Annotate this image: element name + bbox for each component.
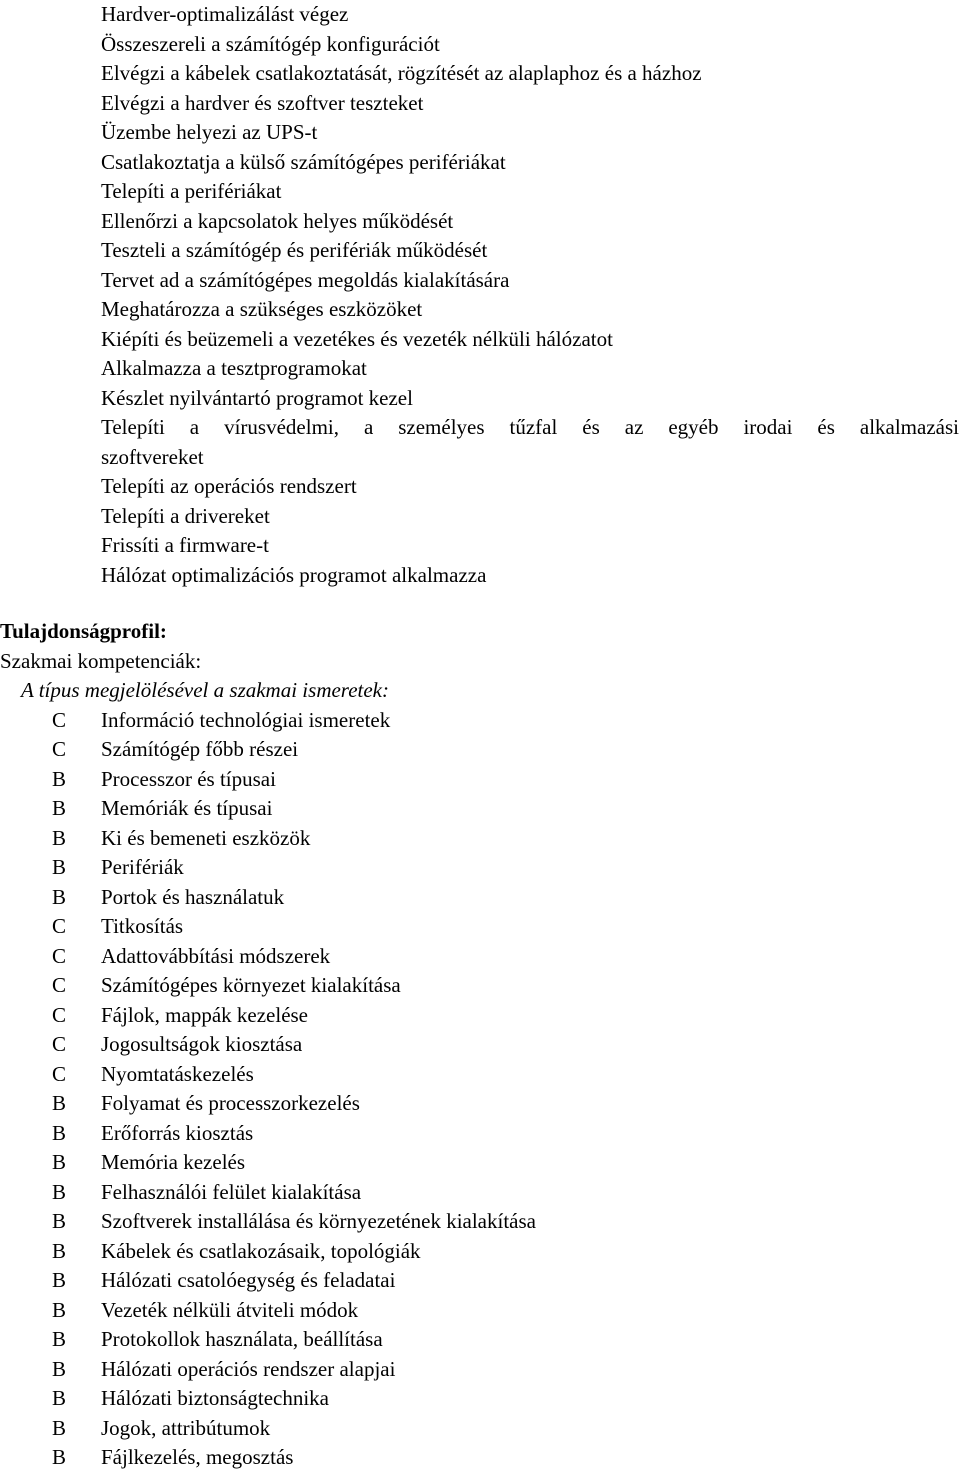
knowledge-level: C — [52, 1032, 67, 1056]
knowledge-level: B — [52, 1445, 67, 1469]
task-item: Alkalmazza a tesztprogramokat — [101, 356, 367, 380]
knowledge-name: Felhasználói felület kialakítása — [101, 1179, 362, 1204]
knowledge-name: Jogok, attribútumok — [101, 1415, 271, 1440]
knowledge-name: Folyamat és processzorkezelés — [101, 1091, 360, 1115]
task-item: Hálózat optimalizációs programot alkalmazza — [101, 562, 487, 587]
task-item: Frissíti a firmware-t — [101, 533, 269, 557]
task-item: Csatlakoztatja a külső számítógépes perifériákat — [101, 149, 506, 174]
knowledge-row — [0, 1030, 960, 1060]
knowledge-name: Perifériák — [101, 855, 184, 879]
knowledge-name: Vezeték nélküli átviteli módok — [101, 1297, 359, 1322]
knowledge-name: Szoftverek installálása és környezetének kialakítása — [101, 1209, 536, 1233]
knowledge-level: B — [52, 1268, 67, 1292]
knowledge-level: B — [52, 1386, 67, 1410]
knowledge-level: C — [52, 1061, 67, 1086]
knowledge-row — [0, 1119, 960, 1149]
knowledge-row — [0, 1355, 960, 1385]
knowledge-name: Fájlkezelés, megosztás — [101, 1445, 294, 1469]
task-item: Üzembe helyezi az UPS-t — [101, 120, 318, 144]
knowledge-name: Hálózati csatolóegység és feladatai — [101, 1268, 396, 1292]
task-list — [101, 0, 959, 590]
knowledge-row — [0, 853, 960, 883]
knowledge-level: B — [52, 1356, 67, 1381]
knowledge-name: Memóriák és típusai — [101, 796, 273, 820]
section-subheading: Szakmai kompetenciák: — [0, 648, 202, 673]
knowledge-row — [0, 735, 960, 765]
knowledge-row — [0, 824, 960, 854]
knowledge-row — [0, 1296, 960, 1326]
knowledge-level: B — [52, 1150, 67, 1174]
knowledge-level: B — [52, 1091, 67, 1115]
knowledge-row — [0, 794, 960, 824]
knowledge-row — [0, 1414, 960, 1444]
task-item: Telepíti a perifériákat — [101, 179, 282, 203]
task-item: Ellenőrzi a kapcsolatok helyes működését — [101, 208, 454, 233]
task-item: Elvégzi a kábelek csatlakoztatását, rögzítését az alaplaphoz és a házhoz — [101, 61, 702, 85]
task-item: Meghatározza a szükséges eszközöket — [101, 297, 423, 321]
knowledge-level: B — [52, 1209, 67, 1233]
knowledge-name: Protokollok használata, beállítása — [101, 1327, 383, 1351]
knowledge-row — [0, 1148, 960, 1178]
knowledge-row — [0, 706, 960, 736]
knowledge-row — [0, 971, 960, 1001]
knowledge-row — [0, 912, 960, 942]
knowledge-name: Memória kezelés — [101, 1150, 246, 1174]
knowledge-row — [0, 1384, 960, 1414]
knowledge-row — [0, 1443, 960, 1473]
knowledge-name: Nyomtatáskezelés — [101, 1061, 254, 1086]
knowledge-level: B — [52, 1327, 67, 1351]
knowledge-level: B — [52, 796, 67, 820]
task-item: Összeszereli a számítógép konfigurációt — [101, 31, 440, 56]
knowledge-level: B — [52, 1297, 67, 1322]
task-item: Telepíti a drivereket — [101, 503, 270, 528]
knowledge-name: Fájlok, mappák kezelése — [101, 1002, 309, 1027]
knowledge-row — [0, 1325, 960, 1355]
knowledge-row — [0, 1089, 960, 1119]
knowledge-name: Titkosítás — [101, 914, 184, 938]
knowledge-name: Számítógép főbb részei — [101, 737, 299, 761]
knowledge-level: C — [52, 737, 67, 761]
knowledge-row — [0, 1060, 960, 1090]
task-item: Telepíti az operációs rendszert — [101, 474, 357, 498]
knowledge-name: Kábelek és csatlakozásaik, topológiák — [101, 1238, 421, 1263]
knowledge-name: Ki és bemeneti eszközök — [101, 825, 311, 850]
knowledge-name: Jogosultságok kiosztása — [101, 1032, 303, 1056]
knowledge-name: Hálózati biztonságtechnika — [101, 1386, 329, 1410]
knowledge-level: C — [52, 707, 67, 732]
knowledge-name: Hálózati operációs rendszer alapjai — [101, 1356, 396, 1381]
task-item: Elvégzi a hardver és szoftver teszteket — [101, 90, 424, 115]
knowledge-level: B — [52, 884, 67, 909]
knowledge-level: B — [52, 1415, 67, 1440]
knowledge-row — [0, 1237, 960, 1267]
knowledge-level: B — [52, 1238, 67, 1263]
knowledge-level: B — [52, 766, 67, 791]
knowledge-name: Portok és használatuk — [101, 884, 285, 909]
knowledge-row — [0, 765, 960, 795]
task-item-continuation: szoftvereket — [101, 444, 204, 469]
knowledge-level: B — [52, 825, 67, 850]
knowledge-row — [0, 1001, 960, 1031]
knowledge-level: C — [52, 1002, 67, 1027]
knowledge-level: C — [52, 914, 67, 938]
task-item: Kiépíti és beüzemeli a vezetékes és vezeték nélküli hálózatot — [101, 326, 613, 351]
section-heading: Tulajdonságprofil: — [0, 619, 167, 643]
knowledge-name: Információ technológiai ismeretek — [101, 707, 391, 732]
knowledge-name: Erőforrás kiosztás — [101, 1120, 254, 1145]
knowledge-name: Számítógépes környezet kialakítása — [101, 973, 401, 997]
task-item: Tervet ad a számítógépes megoldás kialakítására — [101, 267, 510, 292]
knowledge-row — [0, 1207, 960, 1237]
knowledge-level: B — [52, 1120, 67, 1145]
knowledge-row — [0, 942, 960, 972]
knowledge-name: Adattovábbítási módszerek — [101, 943, 331, 968]
knowledge-list — [0, 706, 960, 1473]
knowledge-row — [0, 883, 960, 913]
knowledge-name: Processzor és típusai — [101, 766, 276, 791]
knowledge-row — [0, 1266, 960, 1296]
knowledge-row — [0, 1178, 960, 1208]
task-item: Telepíti a vírusvédelmi, a személyes tűzfal és az egyéb irodai és alkalmazási — [101, 415, 959, 439]
knowledge-level: B — [52, 1179, 67, 1204]
knowledge-caption: A típus megjelölésével a szakmai ismeretek: — [21, 678, 389, 702]
task-item: Hardver-optimalizálást végez — [101, 2, 349, 26]
task-item: Teszteli a számítógép és perifériák működését — [101, 238, 488, 262]
knowledge-level: C — [52, 943, 67, 968]
knowledge-level: B — [52, 855, 67, 879]
task-item: Készlet nyilvántartó programot kezel — [101, 385, 413, 410]
knowledge-level: C — [52, 973, 67, 997]
